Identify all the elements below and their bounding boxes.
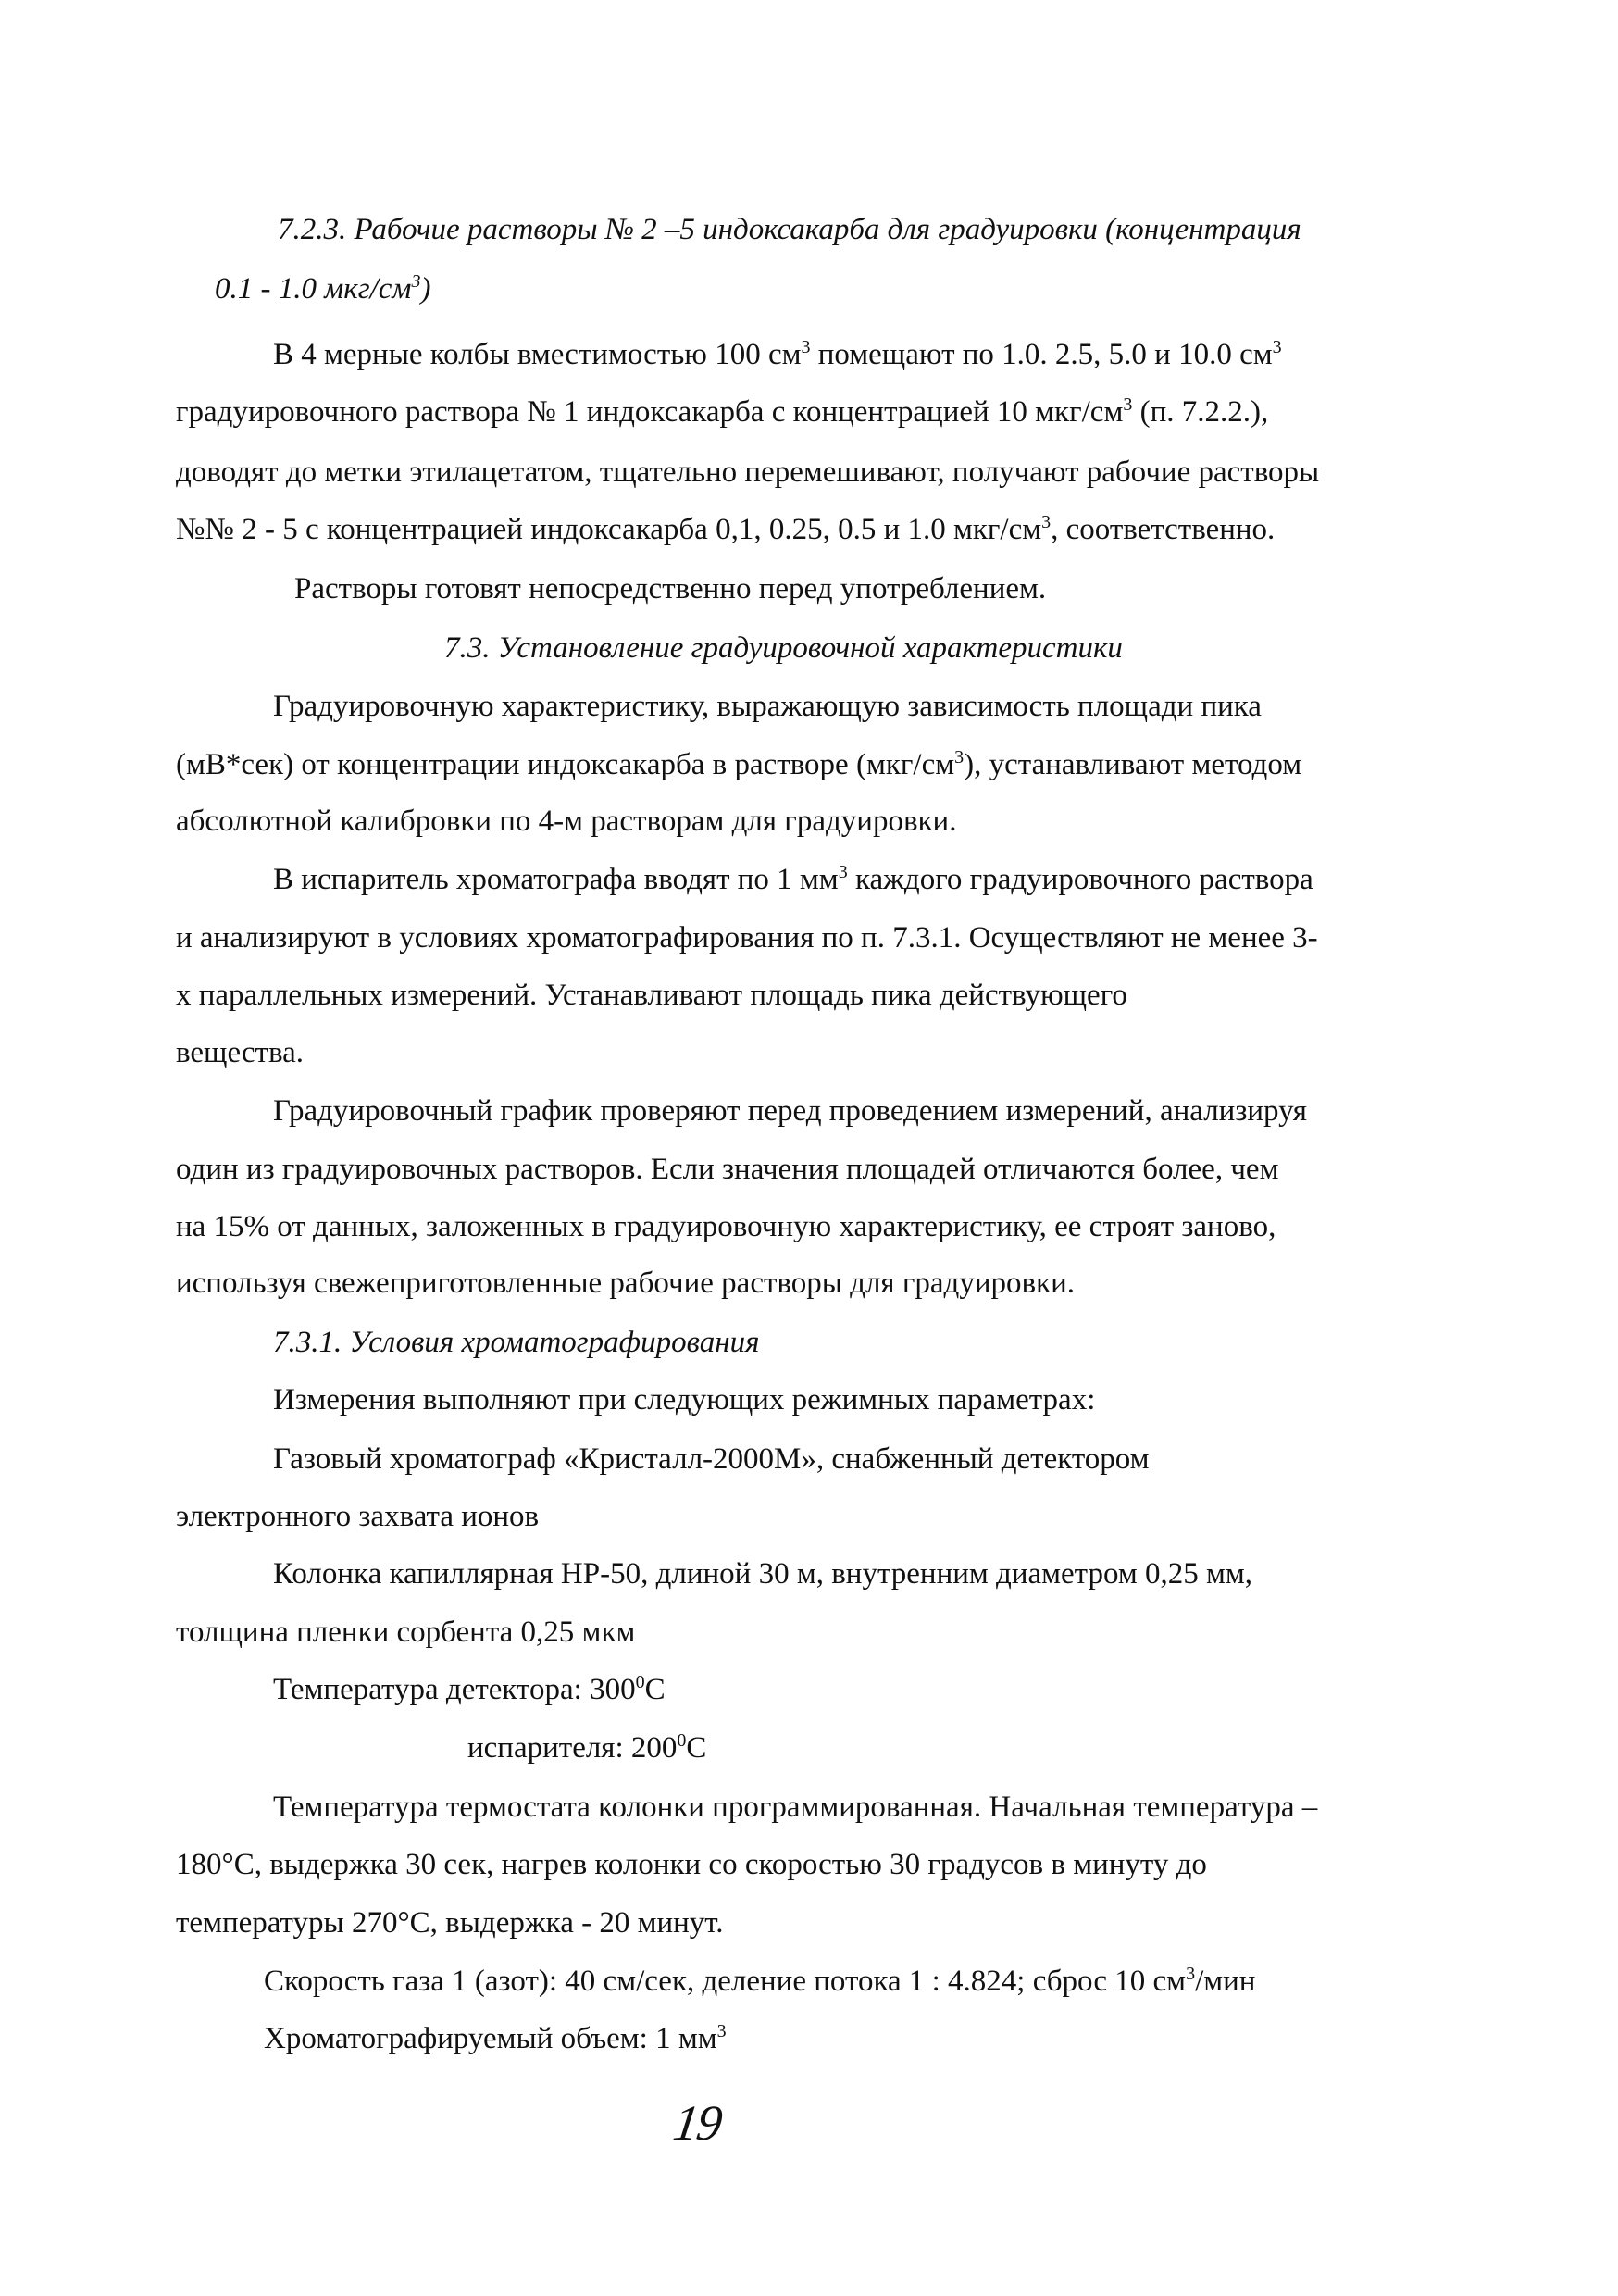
paragraph-line: Хроматографируемый объем: 1 $мм^3$ bbox=[264, 2021, 727, 2055]
section-heading-7-2-3: 7.2.3. Рабочие растворы № 2 –5 индоксакарба для градуировки (концентрация bbox=[278, 213, 1301, 246]
paragraph-line: №№ 2 - 5 с концентрацией индоксакарба 0,1, 0.25, 0.5 и 1.0 мкг/$см^3$, соответственно. bbox=[176, 512, 1276, 546]
section-heading-7-2-3-continuation: 0.1 - 1.0 мкг/$см^3$) bbox=[215, 271, 431, 306]
paragraph-line: Температура детектора: $300^0С$ bbox=[273, 1672, 666, 1706]
paragraph-line: вещества. bbox=[176, 1036, 305, 1069]
paragraph-line: В 4 мерные колбы вместимостью 100 $см^3$ помещают по 1.0. 2.5, 5.0 и 10.0 $см^3$ bbox=[273, 337, 1282, 371]
section-heading-7-3: 7.3. Установление градуировочной характеристики bbox=[444, 631, 1123, 665]
paragraph-line: испарителя: $200^0С$ bbox=[467, 1730, 707, 1765]
paragraph-line: Градуировочный график проверяют перед проведением измерений, анализируя bbox=[273, 1094, 1307, 1128]
section-heading-7-3-1: 7.3.1. Условия хроматографирования bbox=[273, 1326, 760, 1359]
paragraph-line: толщина пленки сорбента 0,25 мкм bbox=[176, 1616, 636, 1649]
paragraph-line: Растворы готовят непосредственно перед употреблением. bbox=[294, 572, 1047, 605]
paragraph-line: Скорость газа 1 (азот): 40 см/сек, деление потока 1 : 4.824; сброс 10 $см^3$/мин bbox=[264, 1964, 1256, 1998]
paragraph-line: градуировочного раствора № 1 индоксакарба с концентрацией 10 мкг/$см^3$ (п. 7.2.2.), bbox=[176, 394, 1269, 429]
paragraph-line: доводят до метки этилацетатом, тщательно перемешивают, получают рабочие растворы bbox=[176, 455, 1320, 489]
paragraph-line: 180°С, выдержка 30 сек, нагрев колонки со скоростью 30 градусов в минуту до bbox=[176, 1848, 1207, 1881]
paragraph-line: В испаритель хроматографа вводят по 1 $мм^3$ каждого градуировочного раствора bbox=[273, 862, 1313, 896]
paragraph-line: Колонка капиллярная НР-50, длиной 30 м, внутренним диаметром 0,25 мм, bbox=[273, 1557, 1252, 1591]
paragraph-line: Градуировочную характеристику, выражающую зависимость площади пика bbox=[273, 690, 1262, 723]
paragraph-line: и анализируют в условиях хроматографирования по п. 7.3.1. Осуществляют не менее 3- bbox=[176, 921, 1318, 955]
paragraph-line: Газовый хроматограф «Кристалл-2000М», снабженный детектором bbox=[273, 1442, 1150, 1476]
page-number: 19 bbox=[669, 2095, 725, 2151]
paragraph-line: Температура термостата колонки программированная. Начальная температура – bbox=[273, 1791, 1318, 1824]
paragraph-line: абсолютной калибровки по 4-м растворам для градуировки. bbox=[176, 805, 957, 838]
paragraph-line: температуры 270°С, выдержка - 20 минут. bbox=[176, 1906, 724, 1940]
paragraph-line: электронного захвата ионов bbox=[176, 1500, 540, 1533]
paragraph-line: используя свежеприготовленные рабочие растворы для градуировки. bbox=[176, 1267, 1076, 1300]
paragraph-line: х параллельных измерений. Устанавливают площадь пика действующего bbox=[176, 979, 1127, 1012]
paragraph-line: (мВ*сек) от концентрации индоксакарба в растворе $(мкг/см^3)$, устанавливают методом bbox=[176, 747, 1302, 781]
paragraph-line: Измерения выполняют при следующих режимных параметрах: bbox=[273, 1383, 1096, 1416]
paragraph-line: на 15% от данных, заложенных в градуировочную характеристику, ее строят заново, bbox=[176, 1210, 1276, 1243]
paragraph-line: один из градуировочных растворов. Если значения площадей отличаются более, чем bbox=[176, 1153, 1279, 1186]
